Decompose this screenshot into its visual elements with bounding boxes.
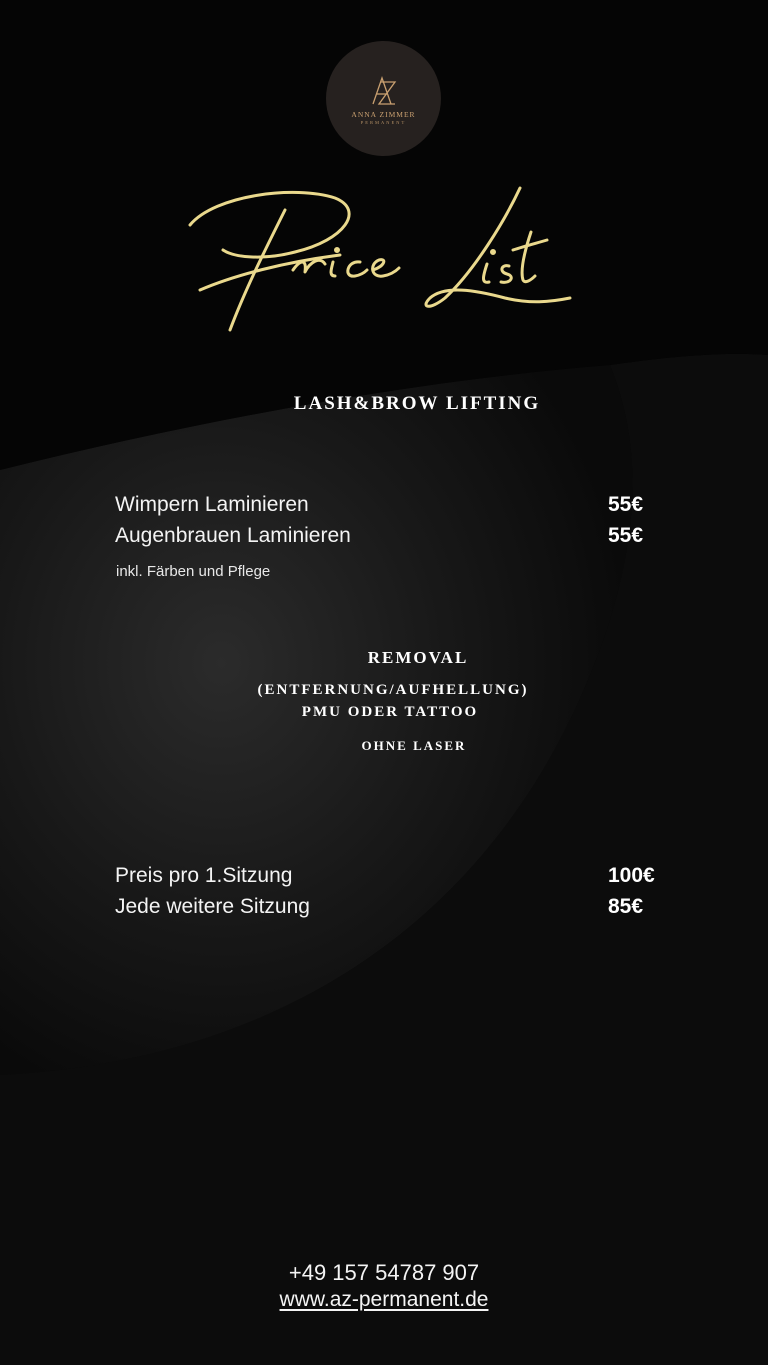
service-price: 100€ xyxy=(608,864,655,887)
page-title xyxy=(175,180,595,355)
section-heading-removal: REMOVAL xyxy=(367,648,469,667)
service-price: 55€ xyxy=(608,493,644,516)
price-row xyxy=(115,524,655,554)
website-link[interactable]: www.az-permanent.de xyxy=(279,1288,489,1311)
service-price: 85€ xyxy=(608,895,644,918)
brand-tagline: PERMANENT xyxy=(360,120,407,125)
section-subheading: PMU ODER TATTOO xyxy=(301,704,479,720)
section-subheading: (ENTFERNUNG/AUFHELLUNG) xyxy=(257,682,529,698)
brand-name: ANNA ZIMMER xyxy=(351,110,416,119)
contact-phone[interactable]: +49 157 54787 907 xyxy=(288,1260,480,1285)
service-note: inkl. Färben und Pflege xyxy=(116,563,271,580)
service-price: 55€ xyxy=(608,524,644,547)
price-row xyxy=(115,493,655,523)
monogram-icon xyxy=(367,74,401,108)
service-name: Augenbrauen Laminieren xyxy=(115,524,351,547)
section-heading-lash-brow: LASH&BROW LIFTING xyxy=(293,393,541,414)
service-name: Jede weitere Sitzung xyxy=(115,895,310,918)
brand-logo xyxy=(326,41,441,156)
service-name: Wimpern Laminieren xyxy=(115,493,309,516)
section-subheading: OHNE LASER xyxy=(361,738,467,753)
price-row xyxy=(115,864,655,894)
price-row xyxy=(115,895,655,925)
service-name: Preis pro 1.Sitzung xyxy=(115,864,293,887)
